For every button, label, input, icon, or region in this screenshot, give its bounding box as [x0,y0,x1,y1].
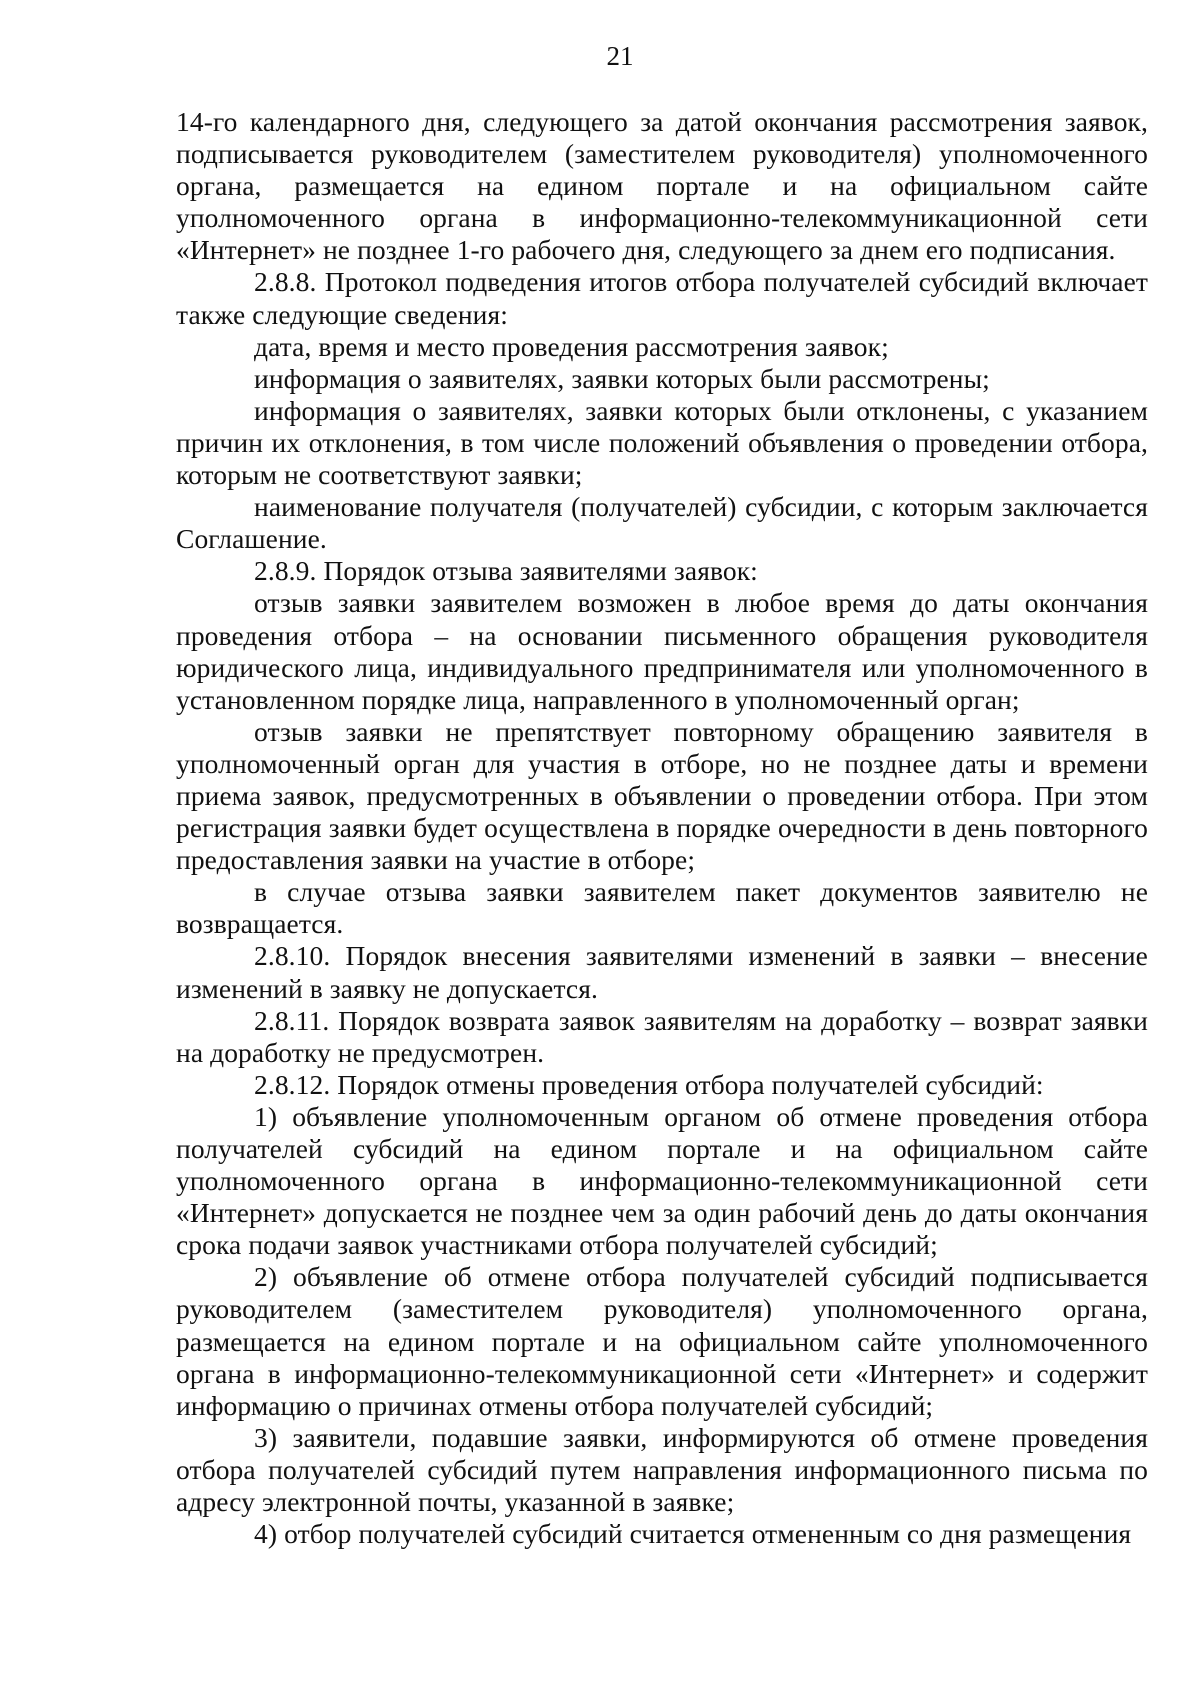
paragraph-item: в случае отзыва заявки заявителем пакет документов заявителю не возвращается. [176,876,1148,940]
paragraph-numbered-item-1: 1) объявление уполномоченным органом об отмене проведения отбора получателей субсидий на едином портале и на официальном сайте уполномоченного органа в информационно-телекоммуникационной сети «Интернет» допускается не позднее чем за один рабочий день до даты окончания срока подачи заявок участниками отбора получателей субсидий; [176,1100,1148,1261]
paragraph-2-8-10: 2.8.10. Порядок внесения заявителями изменений в заявки – внесение изменений в заявку не допускается. [176,940,1148,1004]
paragraph-numbered-item-3: 3) заявители, подавшие заявки, информируются об отмене проведения отбора получателей субсидий путем направления информационного письма по адресу электронной почты, указанной в заявке; [176,1421,1148,1518]
paragraph-numbered-item-2: 2) объявление об отмене отбора получателей субсидий подписывается руководителем (заместителем руководителя) уполномоченного органа, размещается на едином портале и на официальном сайте уполномоченного органа в информационно-телекоммуникационной сети «Интернет» и содержит информацию о причинах отмены отбора получателей субсидий; [176,1261,1148,1421]
paragraph-2-8-9: 2.8.9. Порядок отзыва заявителями заявок: [254,555,758,587]
paragraph-item: дата, время и место проведения рассмотрения заявок; [254,330,889,362]
paragraph-continuation: 14-го календарного дня, следующего за датой окончания рассмотрения заявок, подписывается руководителем (заместителем руководителя) уполномоченного органа, размещается на едином портале и на официальном сайте уполномоченного органа в информационно-телекоммуникационной сети «Интернет» не позднее 1-го рабочего дня, следующего за днем его подписания. [176,106,1148,266]
paragraph-2-8-12: 2.8.12. Порядок отмены проведения отбора получателей субсидий: [254,1068,1044,1100]
paragraph-2-8-11: 2.8.11. Порядок возврата заявок заявителям на доработку – возврат заявки на доработку не предусмотрен. [176,1004,1148,1068]
paragraph-item: информация о заявителях, заявки которых были отклонены, с указанием причин их отклонения, в том числе положений объявления о проведении отбора, которым не соответствуют заявки; [176,394,1148,491]
document-body [176,106,1148,1550]
paragraph-item: информация о заявителях, заявки которых были рассмотрены; [254,362,990,394]
paragraph-item: отзыв заявки не препятствует повторному обращению заявителя в уполномоченный орган для участия в отборе, но не позднее даты и времени приема заявок, предусмотренных в объявлении о проведении отбора. При этом регистрация заявки будет осуществлена в порядке очередности в день повторного предоставления заявки на участие в отборе; [176,715,1148,876]
paragraph-2-8-8: 2.8.8. Протокол подведения итогов отбора получателей субсидий включает также следующие сведения: [176,266,1148,330]
paragraph-item: наименование получателя (получателей) субсидии, с которым заключается Соглашение. [176,491,1148,555]
page-number: 21 [606,41,634,71]
paragraph-numbered-item-4: 4) отбор получателей субсидий считается отмененным со дня размещения [254,1518,1132,1550]
paragraph-item: отзыв заявки заявителем возможен в любое время до даты окончания проведения отбора – на основании письменного обращения руководителя юридического лица, индивидуального предпринимателя или уполномоченного в установленном порядке лица, направленного в уполномоченный орган; [176,587,1148,715]
